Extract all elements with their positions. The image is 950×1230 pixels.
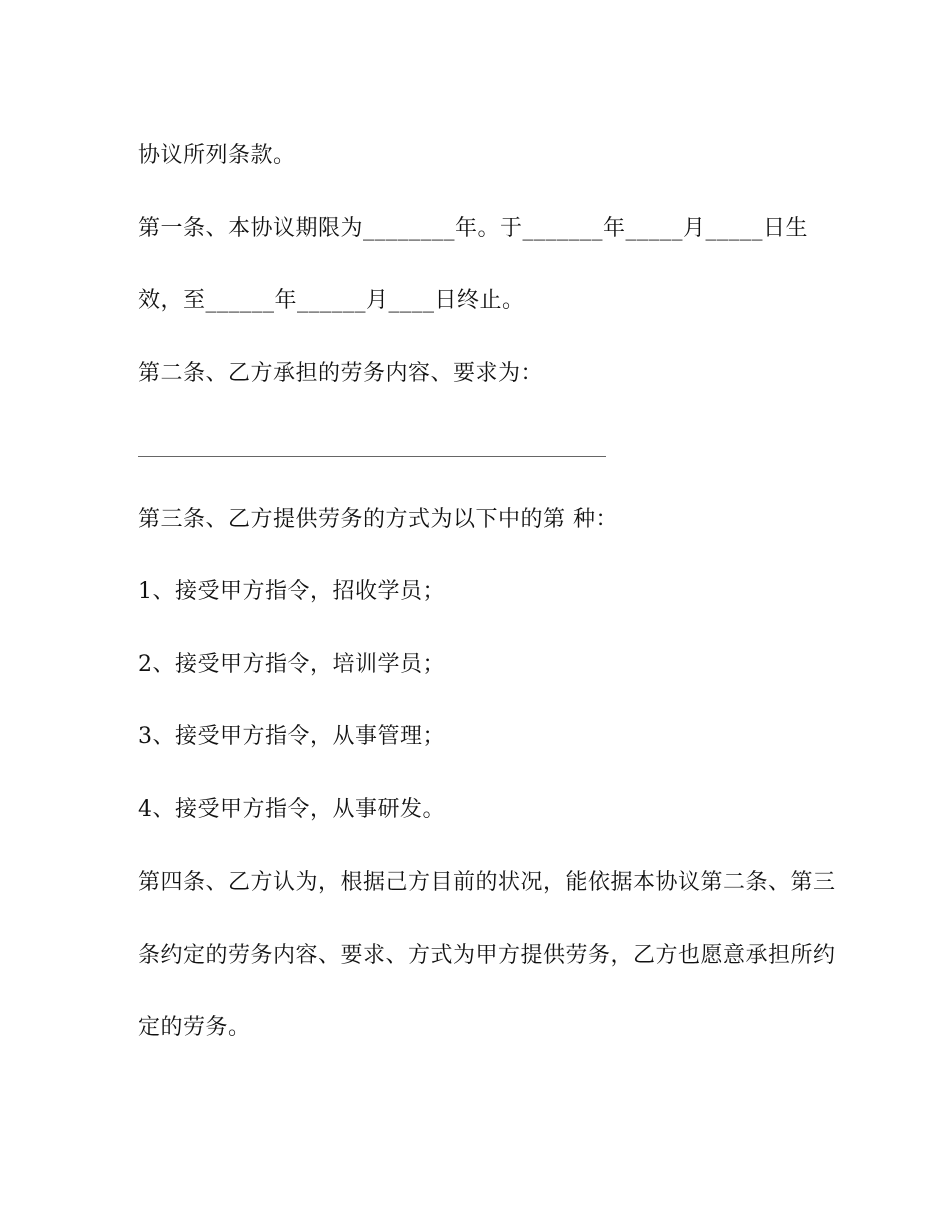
clause-4-line-3: 定的劳务。 — [138, 1015, 251, 1040]
list-item-3: 3、接受甲方指令，从事管理； — [138, 724, 445, 749]
clause-4-line-1: 第四条、乙方认为，根据己方目前的状况，能依据本协议第二条、第三 — [138, 870, 836, 895]
clause-1-end-line: 效，至______年______月____日终止。 — [138, 288, 525, 313]
clause-1-term-line: 第一条、本协议期限为________年。于_______年_____月_____日生 — [138, 216, 809, 241]
list-item-4: 4、接受甲方指令，从事研发。 — [138, 797, 445, 822]
clause-3-line: 第三条、乙方提供劳务的方式为以下中的第 种： — [138, 507, 618, 532]
fill-in-rule — [138, 456, 606, 457]
list-item-1: 1、接受甲方指令，招收学员； — [138, 579, 445, 604]
clause-4-line-2: 条约定的劳务内容、要求、方式为甲方提供劳务，乙方也愿意承担所约 — [138, 943, 836, 968]
clause-continuation-line: 协议所列条款。 — [138, 143, 296, 168]
list-item-2: 2、接受甲方指令，培训学员； — [138, 652, 445, 677]
clause-2-line: 第二条、乙方承担的劳务内容、要求为： — [138, 361, 544, 386]
